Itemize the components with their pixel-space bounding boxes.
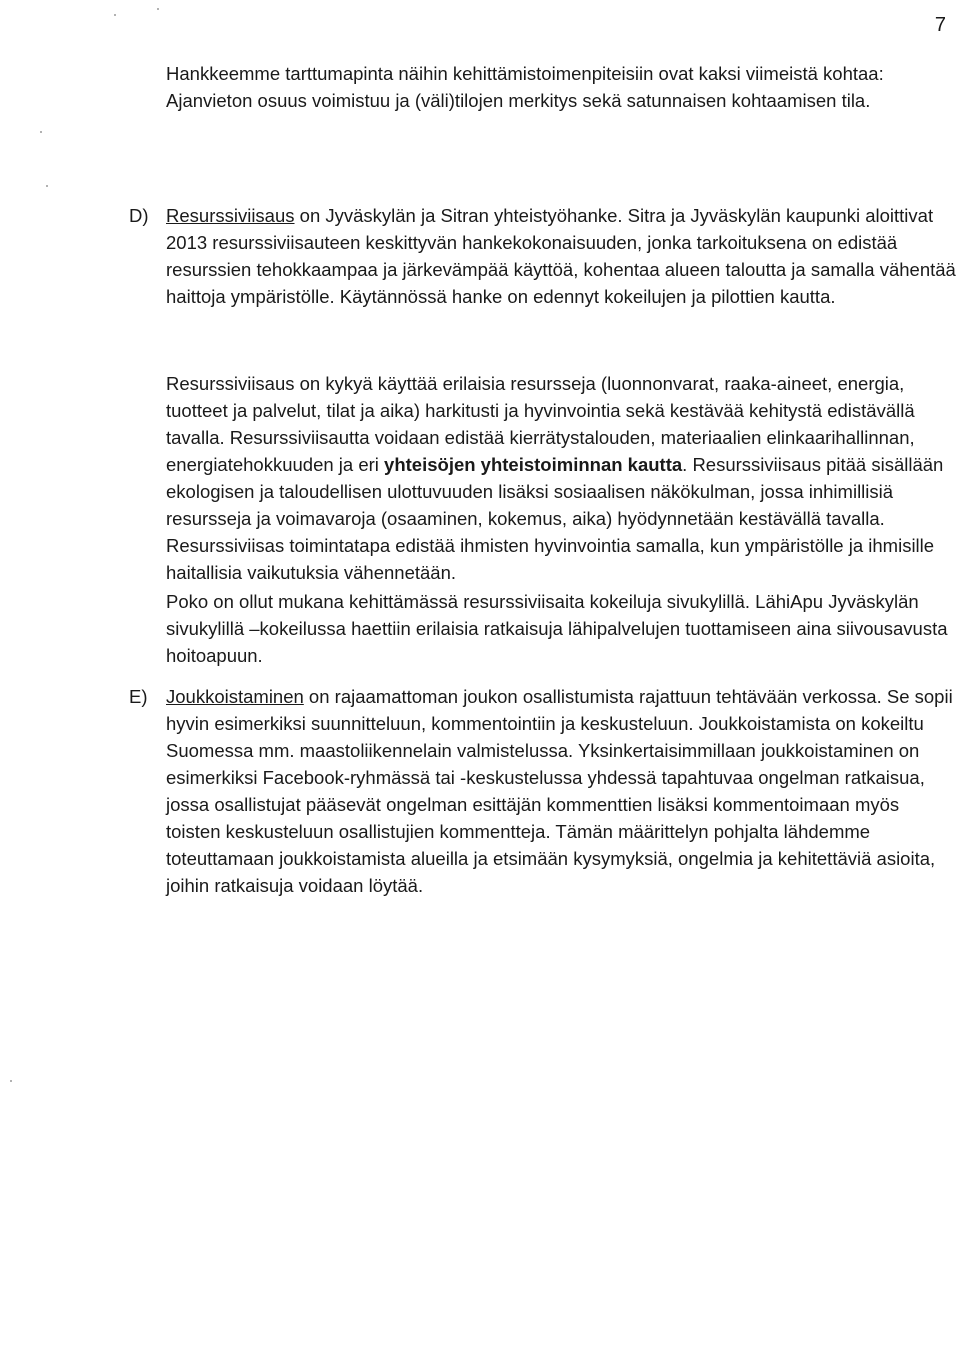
section-d-paragraph-2 — [166, 370, 956, 586]
section-d-marker: D) — [129, 205, 149, 226]
scan-speck — [10, 1080, 12, 1082]
section-e-term: Joukkoistaminen — [166, 686, 304, 707]
section-e-paragraph — [166, 683, 956, 899]
section-e-marker: E) — [129, 686, 148, 707]
section-d-paragraph-1 — [166, 202, 956, 310]
section-d-paragraph-2-text-b: . Resurssiviisaus pitää sisällään ekologisen ja taloudellisen ulottuvuuden lisäksi sosiaalisen näkökulman, jossa inhimillisiä resursseja ja voimavaroja (osaaminen, kokemus, aika) hyödynnetään kestävällä tavalla. Resurssiviisas toimintatapa edistää ihmisten hyvinvointia samalla, kun ympäristölle ja ihmisille haitallisia vaikutuksia vähennetään. — [166, 454, 944, 583]
section-d-paragraph-2-text-a: Resurssiviisaus on kykyä käyttää erilaisia resursseja (luonnonvarat, raaka-aineet, energia, tuotteet ja palvelut, tilat ja aika) harkitusti ja hyvinvointia sekä kestävää kehitystä edistävällä tavalla. Resurssiviisautta voidaan edistää kierrätystalouden, materiaalien elinkaarihallinnan, energiatehokkuuden ja eri — [166, 373, 915, 475]
intro-paragraph: Hankkeemme tarttumapinta näihin kehittämistoimenpiteisiin ovat kaksi viimeistä kohtaa: Ajanvieton osuus voimistuu ja (väli)tilojen merkitys sekä satunnaisen kohtaamisen tila. — [166, 63, 884, 111]
scan-speck — [40, 131, 42, 133]
page-number: 7 — [934, 14, 946, 36]
section-d-paragraph-1-text: on Jyväskylän ja Sitran yhteistyöhanke. Sitra ja Jyväskylän kaupunki aloittivat 2013 resurssiviisauteen keskittyvän hankekokonaisuuden, jonka tarkoituksena on edistää resurssien tehokkaampaa ja järkevämpää käyttöä, kohentaa alueen taloutta ja samalla vähentää haittoja ympäristölle. Käytännössä hanke on edennyt kokeilujen ja pilottien kautta. — [166, 205, 956, 307]
section-d-paragraph-3: Poko on ollut mukana kehittämässä resurssiviisaita kokeiluja sivukylillä. LähiApu Jyväskylän sivukylillä –kokeilussa haettiin erilaisia ratkaisuja lähipalvelujen tuottamiseen aina siivousavusta hoitoapuun. — [166, 591, 948, 666]
section-d-term: Resurssiviisaus — [166, 205, 295, 226]
section-d-bold-phrase: yhteisöjen yhteistoiminnan kautta — [384, 454, 683, 475]
scan-speck — [114, 14, 116, 16]
scan-speck — [157, 8, 159, 10]
section-e-paragraph-text: on rajaamattoman joukon osallistumista rajattuun tehtävään verkossa. Se sopii hyvin esimerkiksi suunnitteluun, kommentointiin ja keskusteluun. Joukkoistamista on kokeiltu Suomessa mm. maastoliikennelain valmistelussa. Yksinkertaisimmillaan joukkoistaminen on esimerkiksi Facebook-ryhmässä tai -keskustelussa yhdessä tapahtuvaa ongelman ratkaisua, jossa osallistujat pääsevät ongelman esittäjän kommenttien lisäksi kommentoimaan myös toisten keskusteluun osallistujien kommentteja. Tämän määrittelyn pohjalta lähdemme toteuttamaan joukkoistamista alueilla ja etsimään kysymyksiä, ongelmia ja kehitettäviä asioita, joihin ratkaisuja voidaan löytää. — [166, 686, 953, 896]
scan-speck — [46, 185, 48, 187]
